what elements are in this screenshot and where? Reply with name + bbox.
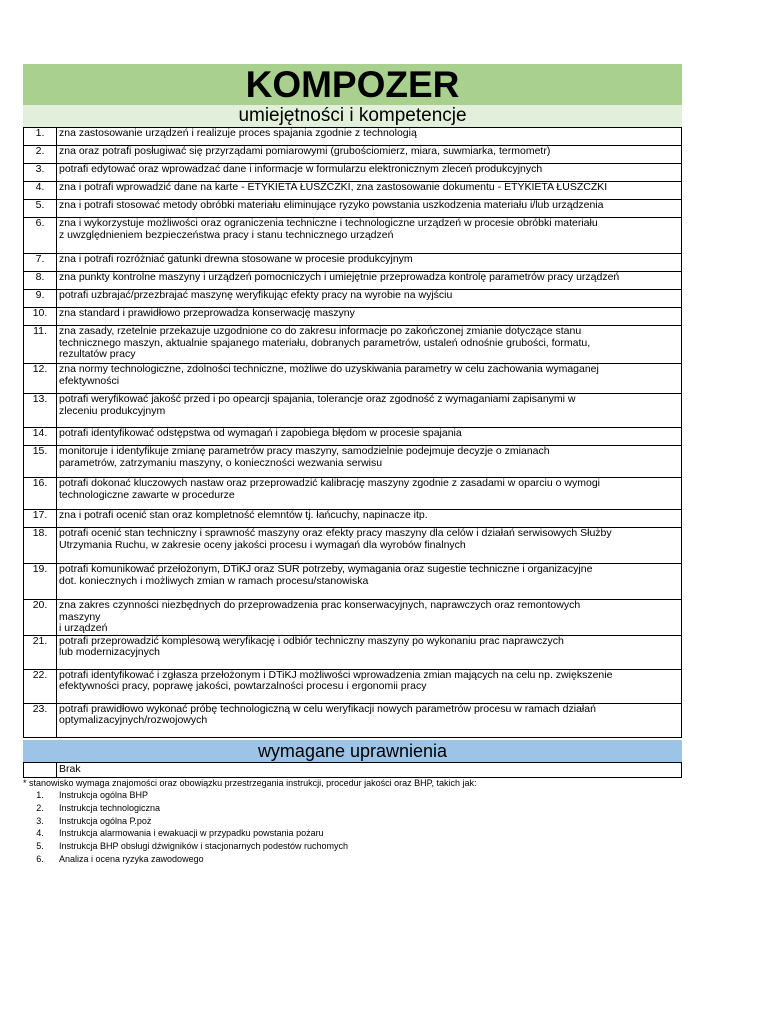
list-item-number: 6. (36, 853, 44, 864)
skill-text: potrafi ocenić stan techniczny i sprawność maszyny oraz efekty pracy maszyny dla celów i działań serwisowych Służby Utrzymania Ruchu, w zakresie oceny jakości procesu i wymagań dla wyrobów finalnych (57, 528, 682, 564)
table-row (24, 200, 682, 218)
table-row (24, 669, 682, 703)
skill-text: potrafi identyfikować odstępstwa od wymagań i zapobiega błędom w procesie spajania (57, 428, 682, 446)
row-number: 12. (24, 364, 57, 394)
skill-text: zna zastosowanie urządzeń i realizuje proces spajania zgodnie z technologią (57, 128, 682, 146)
list-item-number: 5. (36, 841, 44, 852)
table-row (24, 272, 682, 290)
skill-text: potrafi edytować oraz wprowadzać dane i informacje w formularzu elektronicznym zleceń produkcyjnych (57, 164, 682, 182)
list-item-label: Instrukcja technologiczna (59, 802, 161, 813)
table-row (24, 254, 682, 272)
list-item-number: 3. (36, 815, 44, 826)
row-number: 19. (24, 564, 57, 600)
row-number: 10. (24, 308, 57, 326)
table-row (24, 600, 682, 636)
table-row (24, 635, 682, 669)
skill-text: potrafi identyfikować i zgłasza przełożonym i DTiKJ możliwości wprowadzenia zmian mających na celu np. zwiększenie efektywności pracy, poprawę jakości, powtarzalności procesu i ergonomii pracy (57, 669, 682, 703)
row-number: 22. (24, 669, 57, 703)
skill-text: zna normy technologiczne, zdolności techniczne, możliwe do uzyskiwania parametry w celu zachowania wymaganej efektywności (57, 364, 682, 394)
skill-text: potrafi przeprowadzić komplesową weryfikację i odbiór techniczny maszyny po wykonaniu prac naprawczych lub modernizacyjnych (57, 635, 682, 669)
skill-text: potrafi uzbrajać/przezbrajać maszynę weryfikując efekty pracy na wyrobie na wyjściu (57, 290, 682, 308)
skill-text: zna i potrafi rozróżniać gatunki drewna stosowane w procesie produkcyjnym (57, 254, 682, 272)
row-number: 21. (24, 635, 57, 669)
list-item-label: Instrukcja ogólna P.poż (59, 815, 152, 826)
table-row (24, 564, 682, 600)
row-number: 14. (24, 428, 57, 446)
section-header-permissions: wymagane uprawnienia (23, 740, 682, 762)
skill-text: zna punkty kontrolne maszyny i urządzeń pomocniczych i umiejętnie przeprowadza kontrolę parametrów pracy urządzeń (57, 272, 682, 290)
row-number: 8. (24, 272, 57, 290)
table-row (24, 326, 682, 364)
row-number: 4. (24, 182, 57, 200)
table-row (24, 428, 682, 446)
table-row (24, 528, 682, 564)
table-row (24, 446, 682, 478)
table-row (24, 394, 682, 428)
list-item-label: Instrukcja BHP obsługi dźwigników i stacjonarnych podestów ruchomych (59, 841, 348, 852)
section-header-skills: umiejętności i kompetencje (23, 105, 682, 127)
table-row (24, 182, 682, 200)
permission-num-cell (24, 762, 57, 777)
row-number: 1. (24, 128, 57, 146)
list-item-label: Analiza i ocena ryzyka zawodowego (59, 853, 204, 864)
skill-text: zna i potrafi ocenić stan oraz kompletność elemntów tj. łańcuchy, napinacze itp. (57, 510, 682, 528)
row-number: 15. (24, 446, 57, 478)
permission-cell: Brak (57, 762, 682, 777)
skill-text: potrafi weryfikować jakość przed i po opearcji spajania, tolerancje oraz zgodność z wymaganiami zapisanymi w zleceniu produkcyjnym (57, 394, 682, 428)
skill-text: zna i potrafi wprowadzić dane na karte - ETYKIETA ŁUSZCZKI, zna zastosowanie dokumentu - ETYKIETA ŁUSZCZKI (57, 182, 682, 200)
list-item-number: 4. (36, 828, 44, 839)
table-row (24, 308, 682, 326)
table-row (24, 290, 682, 308)
sheet (23, 64, 682, 778)
row-number: 3. (24, 164, 57, 182)
row-number: 7. (24, 254, 57, 272)
row-number: 18. (24, 528, 57, 564)
row-number: 6. (24, 218, 57, 254)
skill-text: potrafi prawidłowo wykonać próbę technologiczną w celu weryfikacji nowych parametrów procesu w ramach działań optymalizacyjnych/rozwojowych (57, 703, 682, 737)
table-row (24, 128, 682, 146)
skill-text: monitoruje i identyfikuje zmianę parametrów pracy maszyny, samodzielnie podejmuje decyzje o zmianach parametrów, zatrzymaniu maszyny, o konieczności wezwania serwisu (57, 446, 682, 478)
skills-table (23, 127, 682, 738)
table-row (24, 762, 682, 777)
row-number: 2. (24, 146, 57, 164)
row-number: 17. (24, 510, 57, 528)
list-item-label: Instrukcja ogólna BHP (59, 790, 149, 800)
list-item-label: Instrukcja alarmowania i ewakuacji w przypadku powstania pożaru (59, 828, 324, 839)
table-row (24, 146, 682, 164)
list-item-number: 1. (36, 790, 44, 800)
row-number: 16. (24, 478, 57, 510)
page-title: KOMPOZER (23, 64, 682, 105)
permissions-table (23, 762, 682, 778)
table-row (24, 703, 682, 737)
footnote: * stanowisko wymaga znajomości oraz obowiązku przestrzegania instrukcji, procedur jakości oraz BHP, takich jak: (23, 778, 477, 788)
table-row (24, 218, 682, 254)
skill-text: zna i potrafi stosować metody obróbki materiału eliminujące ryzyko powstania uszkodzenia materiału i/lub urządzenia (57, 200, 682, 218)
skill-text: potrafi dokonać kluczowych nastaw oraz przeprowadzić kalibrację maszyny zgodnie z zasadami w oparciu o wymogi technologiczne zawarte w procedurze (57, 478, 682, 510)
skill-text: potrafi komunikować przełożonym, DTiKJ oraz SUR potrzeby, wymagania oraz sugestie techniczne i organizacyjne dot. koniecznych i możliwych zmian w ramach procesu/stanowiska (57, 564, 682, 600)
skill-text: zna zakres czynności niezbędnych do przeprowadzenia prac konserwacyjnych, naprawczych oraz remontowych maszyny i urządzeń (57, 600, 682, 636)
row-number: 9. (24, 290, 57, 308)
table-row (24, 164, 682, 182)
skill-text: zna zasady, rzetelnie przekazuje uzgodnione co do zakresu informacje po zakończonej zmianie dotyczące stanu technicznego maszyn, aktualnie spajanego materiału, dobranych parametrów, ustaleń odnośnie grubości, formatu, rezultatów pracy (57, 326, 682, 364)
skill-text: zna oraz potrafi posługiwać się przyrządami pomiarowymi (grubościomierz, miara, suwmiarka, termometr) (57, 146, 682, 164)
row-number: 23. (24, 703, 57, 737)
row-number: 11. (24, 326, 57, 364)
table-row (24, 364, 682, 394)
skill-text: zna standard i prawidłowo przeprowadza konserwację maszyny (57, 308, 682, 326)
row-number: 13. (24, 394, 57, 428)
row-number: 5. (24, 200, 57, 218)
skill-text: zna i wykorzystuje możliwości oraz ograniczenia techniczne i technologiczne urządzeń w procesie obróbki materiału z uwzględnieniem bezpieczeństwa pracy i stanu technicznego urządzeń (57, 218, 682, 254)
table-row (24, 510, 682, 528)
row-number: 20. (24, 600, 57, 636)
table-row (24, 478, 682, 510)
list-item-number: 2. (36, 802, 44, 813)
